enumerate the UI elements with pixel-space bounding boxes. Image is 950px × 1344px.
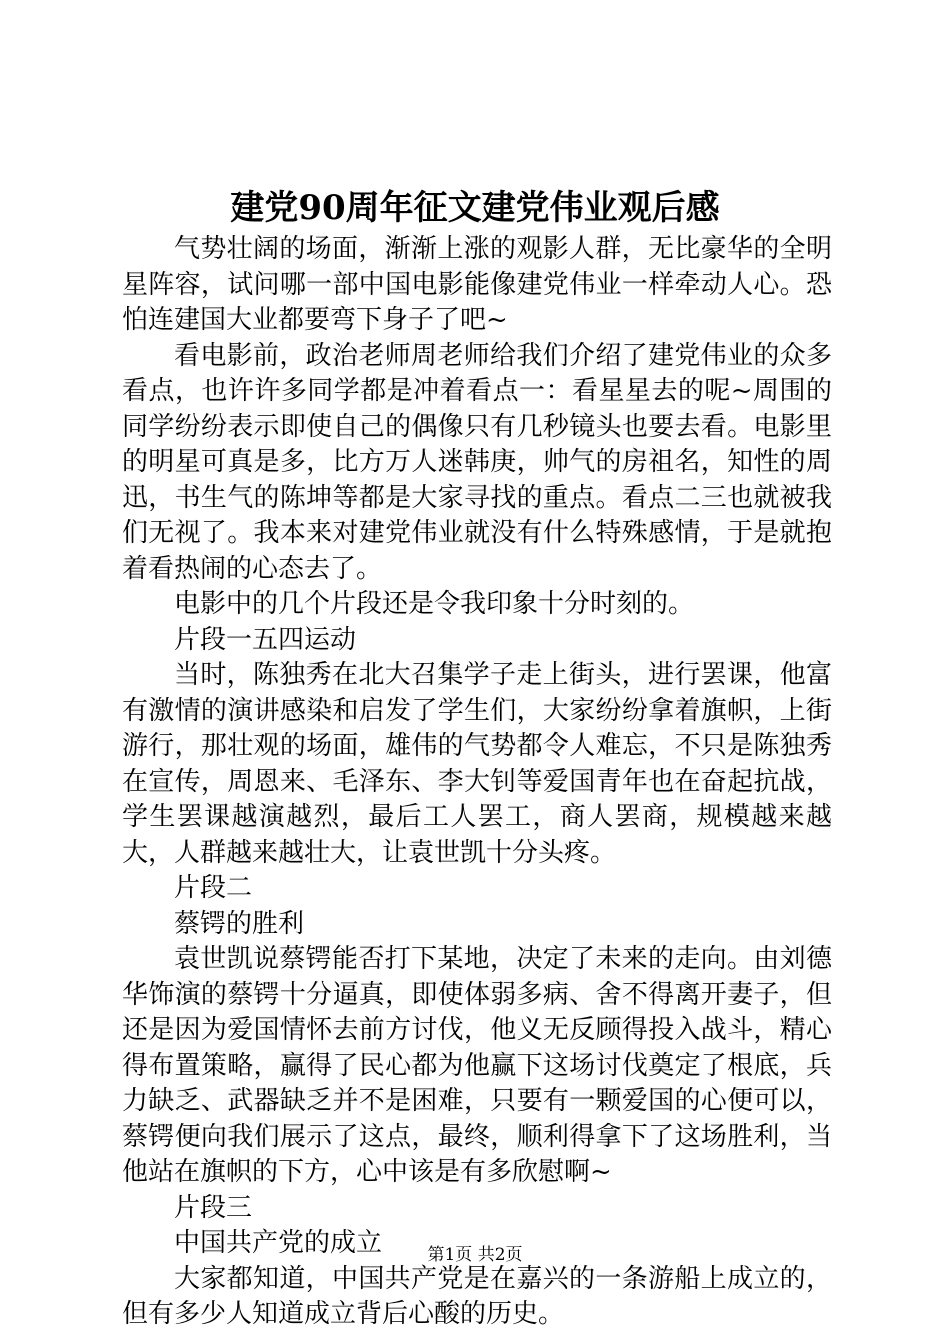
section-heading: 片段一五四运动 bbox=[174, 624, 357, 655]
document-title: 建党90周年征文建党伟业观后感 bbox=[230, 188, 720, 228]
paragraph: 气势壮阔的场面，渐渐上涨的观影人群，无比豪华的全明星阵容，试问哪一部中国电影能像建党伟业一样牵动人心。恐怕连建国大业都要弯下身子了吧~ bbox=[122, 234, 832, 335]
paragraph: 电影中的几个片段还是令我印象十分时刻的。 bbox=[174, 589, 695, 619]
section-subheading: 蔡锷的胜利 bbox=[174, 908, 305, 939]
paragraph: 看电影前，政治老师周老师给我们介绍了建党伟业的众多看点，也许许多同学都是冲着看点一：看星星去的呢~周围的同学纷纷表示即使自己的偶像只有几秒镜头也要去看。电影里的明星可真是多，比方万人迷韩庚，帅气的房祖名，知性的周迅，书生气的陈坤等都是大家寻找的重点。看点二三也就被我们无视了。我本来对建党伟业就没有什么特殊感情，于是就抱着看热闹的心态去了。 bbox=[122, 340, 832, 584]
page-footer: 第1页 共2页 bbox=[427, 1245, 523, 1265]
paragraph: 当时，陈独秀在北大召集学子走上街头，进行罢课，他富有激情的演讲感染和启发了学生们，大家纷纷拿着旗帜，上街游行，那壮观的场面，雄伟的气势都令人难忘，不只是陈独秀在宣传，周恩来、毛泽东、李大钊等爱国青年也在奋起抗战，学生罢课越演越烈，最后工人罢工，商人罢商，规模越来越大，人群越来越壮大，让袁世凯十分头疼。 bbox=[122, 660, 832, 868]
section-heading: 片段二 bbox=[174, 873, 253, 903]
document-body bbox=[122, 232, 832, 1333]
section-subheading: 中国共产党的成立 bbox=[174, 1228, 383, 1258]
paragraph: 大家都知道，中国共产党是在嘉兴的一条游船上成立的，但有多少人知道成立背后心酸的历史。 bbox=[122, 1263, 832, 1329]
section-heading: 片段三 bbox=[174, 1192, 253, 1223]
paragraph: 袁世凯说蔡锷能否打下某地，决定了未来的走向。由刘德华饰演的蔡锷十分逼真，即使体弱多病、舍不得离开妻子，但还是因为爱国情怀去前方讨伐，他义无反顾得投入战斗，精心得布置策略，赢得了民心都为他赢下这场讨伐奠定了根底，兵力缺乏、武器缺乏并不是困难，只要有一颗爱国的心便可以，蔡锷便向我们展示了这点，最终，顺利得拿下了这场胜利，当他站在旗帜的下方，心中该是有多欣慰啊~ bbox=[122, 944, 832, 1187]
